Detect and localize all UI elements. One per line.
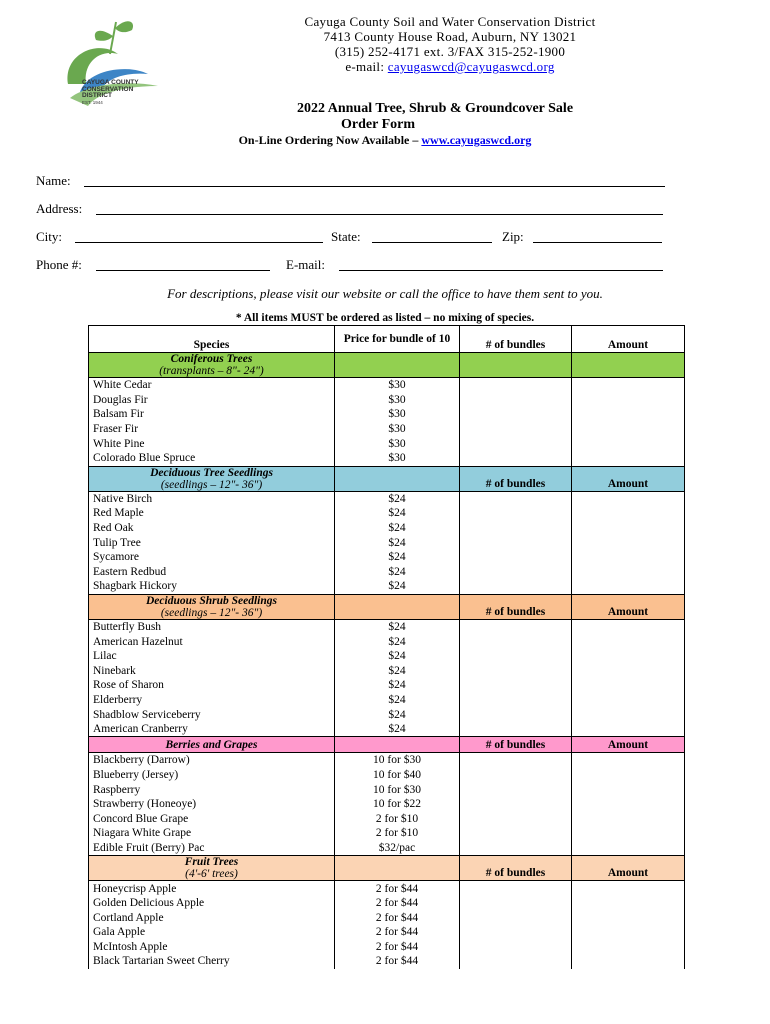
city-field[interactable] [75, 242, 323, 243]
species-cell: Fraser Fir [89, 422, 335, 437]
amount-input[interactable] [572, 910, 685, 925]
species-cell: Colorado Blue Spruce [89, 451, 335, 466]
email-field-label: E-mail: [286, 257, 325, 272]
bundles-input[interactable] [460, 393, 572, 408]
form-title: 2022 Annual Tree, Shrub & Groundcover Sale [297, 101, 574, 116]
category-name: Coniferous Trees [170, 353, 253, 365]
category-amount-cell: Amount [572, 737, 685, 753]
website-link[interactable]: www.cayugaswcd.org [421, 133, 532, 147]
table-row [89, 782, 685, 797]
price-cell: $24 [335, 491, 460, 506]
category-row [89, 466, 685, 491]
bundles-input[interactable] [460, 768, 572, 783]
amount-input[interactable] [572, 393, 685, 408]
email-link[interactable]: cayugaswcd@cayugaswcd.org [387, 59, 555, 74]
species-cell: Lilac [89, 649, 335, 664]
price-cell: $24 [335, 550, 460, 565]
email-label: e-mail: [345, 59, 388, 74]
table-row [89, 940, 685, 955]
bundles-input[interactable] [460, 664, 572, 679]
category-price-cell [335, 466, 460, 491]
category-cell [89, 466, 335, 491]
species-cell: Concord Blue Grape [89, 811, 335, 826]
category-bundles-cell: # of bundles [460, 737, 572, 753]
bundles-input[interactable] [460, 782, 572, 797]
table-row [89, 521, 685, 536]
species-cell: Honeycrisp Apple [89, 881, 335, 896]
price-cell: $24 [335, 664, 460, 679]
table-row [89, 768, 685, 783]
bundles-input[interactable] [460, 565, 572, 580]
price-cell: $24 [335, 707, 460, 722]
bundles-input[interactable] [460, 954, 572, 969]
amount-input[interactable] [572, 619, 685, 634]
bundles-input[interactable] [460, 436, 572, 451]
bundles-input[interactable] [460, 826, 572, 841]
price-cell: $24 [335, 693, 460, 708]
species-cell: Douglas Fir [89, 393, 335, 408]
table-row [89, 693, 685, 708]
descriptions-note: For descriptions, please visit our website or call the office to have them sent to you. [167, 286, 603, 301]
bundles-input[interactable] [460, 811, 572, 826]
species-cell: Cortland Apple [89, 910, 335, 925]
species-cell: White Cedar [89, 378, 335, 393]
table-row [89, 565, 685, 580]
table-row [89, 678, 685, 693]
table-row [89, 925, 685, 940]
category-amount-cell [572, 353, 685, 378]
bundles-input[interactable] [460, 753, 572, 768]
price-cell: $30 [335, 407, 460, 422]
ordering-rule: * All items MUST be ordered as listed – no mixing of species. [235, 312, 535, 324]
price-cell: 10 for $40 [335, 768, 460, 783]
amount-input[interactable] [572, 753, 685, 768]
table-row [89, 910, 685, 925]
price-cell: $30 [335, 422, 460, 437]
amount-input[interactable] [572, 826, 685, 841]
price-cell: $24 [335, 565, 460, 580]
amount-input[interactable] [572, 535, 685, 550]
price-cell: 10 for $22 [335, 797, 460, 812]
bundles-input[interactable] [460, 649, 572, 664]
table-row [89, 619, 685, 634]
bundles-input[interactable] [460, 634, 572, 649]
table-row [89, 579, 685, 594]
price-cell: $24 [335, 634, 460, 649]
category-cell [89, 856, 335, 881]
name-field[interactable] [84, 186, 665, 187]
species-cell: Edible Fruit (Berry) Pac [89, 841, 335, 856]
species-cell: Golden Delicious Apple [89, 896, 335, 911]
state-label: State: [331, 229, 361, 244]
table-row [89, 506, 685, 521]
table-row [89, 722, 685, 737]
table-row [89, 393, 685, 408]
category-price-cell [335, 594, 460, 619]
bundles-input[interactable] [460, 619, 572, 634]
amount-input[interactable] [572, 436, 685, 451]
state-field[interactable] [372, 242, 492, 243]
table-row [89, 664, 685, 679]
bundles-input[interactable] [460, 521, 572, 536]
category-row [89, 737, 685, 753]
amount-input[interactable] [572, 521, 685, 536]
bundles-input[interactable] [460, 925, 572, 940]
category-row [89, 856, 685, 881]
category-price-cell [335, 737, 460, 753]
species-cell: Native Birch [89, 491, 335, 506]
amount-input[interactable] [572, 506, 685, 521]
category-amount-cell: Amount [572, 466, 685, 491]
price-cell: 2 for $10 [335, 826, 460, 841]
price-cell: 2 for $44 [335, 954, 460, 969]
species-cell: Raspberry [89, 782, 335, 797]
price-cell: $24 [335, 678, 460, 693]
table-row [89, 811, 685, 826]
table-row [89, 707, 685, 722]
org-email [270, 59, 630, 74]
bundles-input[interactable] [460, 896, 572, 911]
species-cell: McIntosh Apple [89, 940, 335, 955]
bundles-input[interactable] [460, 550, 572, 565]
amount-input[interactable] [572, 896, 685, 911]
table-row [89, 436, 685, 451]
category-row [89, 353, 685, 378]
bundles-input[interactable] [460, 693, 572, 708]
bundles-input[interactable] [460, 579, 572, 594]
category-name: Deciduous Shrub Seedlings [145, 594, 277, 607]
category-name: Deciduous Tree Seedlings [150, 466, 273, 479]
table-row [89, 841, 685, 856]
category-amount-cell: Amount [572, 856, 685, 881]
species-cell: Black Tartarian Sweet Cherry [89, 954, 335, 969]
category-amount-cell: Amount [572, 594, 685, 619]
table-row [89, 451, 685, 466]
amount-input[interactable] [572, 722, 685, 737]
amount-input[interactable] [572, 565, 685, 580]
form-subtitle: Order Form [341, 117, 415, 132]
table-row [89, 797, 685, 812]
bundles-input[interactable] [460, 535, 572, 550]
amount-input[interactable] [572, 881, 685, 896]
phone-field[interactable] [96, 270, 270, 271]
species-cell: Blackberry (Darrow) [89, 753, 335, 768]
amount-input[interactable] [572, 451, 685, 466]
org-address: 7413 County House Road, Auburn, NY 13021 [323, 29, 577, 44]
species-cell: Red Oak [89, 521, 335, 536]
species-cell: Blueberry (Jersey) [89, 768, 335, 783]
category-cell [89, 594, 335, 619]
category-subtitle: (seedlings – 12"- 36") [160, 478, 263, 491]
category-subtitle: (seedlings – 12"- 36") [160, 606, 263, 619]
category-cell [89, 737, 335, 753]
bundles-input[interactable] [460, 506, 572, 521]
bundles-input[interactable] [460, 910, 572, 925]
price-cell: $30 [335, 393, 460, 408]
amount-header: Amount [572, 326, 685, 353]
zip-field[interactable] [533, 242, 662, 243]
amount-input[interactable] [572, 925, 685, 940]
price-cell: $30 [335, 451, 460, 466]
amount-input[interactable] [572, 678, 685, 693]
species-cell: Butterfly Bush [89, 619, 335, 634]
species-cell: Elderberry [89, 693, 335, 708]
bundles-input[interactable] [460, 407, 572, 422]
price-cell: $24 [335, 521, 460, 536]
phone-label: Phone #: [36, 257, 82, 272]
amount-input[interactable] [572, 634, 685, 649]
price-cell: $30 [335, 378, 460, 393]
amount-input[interactable] [572, 378, 685, 393]
species-cell: Rose of Sharon [89, 678, 335, 693]
name-label: Name: [36, 173, 71, 188]
price-cell: $24 [335, 722, 460, 737]
species-cell: Red Maple [89, 506, 335, 521]
bundles-input[interactable] [460, 841, 572, 856]
bundles-input[interactable] [460, 722, 572, 737]
species-cell: Strawberry (Honeoye) [89, 797, 335, 812]
species-cell: Ninebark [89, 664, 335, 679]
price-cell: 10 for $30 [335, 782, 460, 797]
price-cell: $24 [335, 506, 460, 521]
category-bundles-cell [460, 353, 572, 378]
species-cell: American Cranberry [89, 722, 335, 737]
price-cell: 2 for $44 [335, 881, 460, 896]
category-price-cell [335, 856, 460, 881]
price-cell: 2 for $44 [335, 910, 460, 925]
table-row [89, 550, 685, 565]
table-header-row [89, 326, 685, 353]
species-cell: Sycamore [89, 550, 335, 565]
category-bundles-cell: # of bundles [460, 594, 572, 619]
species-cell: Shadblow Serviceberry [89, 707, 335, 722]
bundles-input[interactable] [460, 491, 572, 506]
order-table [88, 325, 685, 969]
amount-input[interactable] [572, 782, 685, 797]
table-row [89, 649, 685, 664]
table-row [89, 422, 685, 437]
amount-input[interactable] [572, 550, 685, 565]
category-name: Fruit Trees [184, 856, 239, 869]
amount-input[interactable] [572, 579, 685, 594]
amount-input[interactable] [572, 693, 685, 708]
price-cell: 2 for $44 [335, 896, 460, 911]
table-row [89, 491, 685, 506]
org-name: Cayuga County Soil and Water Conservation District [304, 14, 596, 29]
price-cell: 2 for $10 [335, 811, 460, 826]
table-row [89, 634, 685, 649]
city-label: City: [36, 229, 63, 244]
price-cell: 2 for $44 [335, 925, 460, 940]
amount-input[interactable] [572, 707, 685, 722]
amount-input[interactable] [572, 768, 685, 783]
online-ordering-text: On-Line Ordering Now Available – [238, 133, 422, 147]
table-row [89, 954, 685, 969]
amount-input[interactable] [572, 797, 685, 812]
species-cell: Balsam Fir [89, 407, 335, 422]
price-cell: 2 for $44 [335, 940, 460, 955]
price-cell: 10 for $30 [335, 753, 460, 768]
district-logo [58, 14, 170, 114]
species-cell: Gala Apple [89, 925, 335, 940]
table-row [89, 881, 685, 896]
species-cell: American Hazelnut [89, 634, 335, 649]
amount-input[interactable] [572, 422, 685, 437]
species-cell: Eastern Redbud [89, 565, 335, 580]
bundles-input[interactable] [460, 797, 572, 812]
category-row [89, 594, 685, 619]
amount-input[interactable] [572, 649, 685, 664]
zip-label: Zip: [502, 229, 524, 244]
table-row [89, 407, 685, 422]
address-label: Address: [36, 201, 83, 216]
amount-input[interactable] [572, 841, 685, 856]
amount-input[interactable] [572, 954, 685, 969]
price-cell: $24 [335, 619, 460, 634]
species-cell: Tulip Tree [89, 535, 335, 550]
category-price-cell [335, 353, 460, 378]
org-phone: (315) 252-4171 ext. 3/FAX 315-252-1900 [334, 44, 566, 59]
amount-input[interactable] [572, 407, 685, 422]
table-row [89, 896, 685, 911]
category-bundles-cell: # of bundles [460, 466, 572, 491]
species-cell: Shagbark Hickory [89, 579, 335, 594]
price-cell: $30 [335, 436, 460, 451]
bundles-input[interactable] [460, 451, 572, 466]
bundles-header: # of bundles [460, 326, 572, 353]
table-row [89, 826, 685, 841]
category-subtitle: (transplants – 8"- 24") [159, 365, 264, 377]
table-row [89, 378, 685, 393]
price-cell: $32/pac [335, 841, 460, 856]
price-header: Price for bundle of 10 [335, 326, 460, 353]
species-cell: White Pine [89, 436, 335, 451]
price-cell: $24 [335, 579, 460, 594]
bundles-input[interactable] [460, 678, 572, 693]
species-cell: Niagara White Grape [89, 826, 335, 841]
amount-input[interactable] [572, 811, 685, 826]
table-row [89, 753, 685, 768]
amount-input[interactable] [572, 491, 685, 506]
email-field[interactable] [339, 270, 663, 271]
amount-input[interactable] [572, 940, 685, 955]
amount-input[interactable] [572, 664, 685, 679]
bundles-input[interactable] [460, 940, 572, 955]
bundles-input[interactable] [460, 378, 572, 393]
price-cell: $24 [335, 649, 460, 664]
address-field[interactable] [96, 214, 663, 215]
category-subtitle: (4'-6' trees) [185, 868, 238, 881]
bundles-input[interactable] [460, 707, 572, 722]
table-row [89, 535, 685, 550]
logo-text: CAYUGA COUNTY CONSERVATION DISTRICT EST. 1944 [82, 79, 139, 105]
bundles-input[interactable] [460, 422, 572, 437]
category-name: Berries and Grapes [165, 738, 258, 751]
species-header: Species [89, 326, 335, 353]
category-bundles-cell: # of bundles [460, 856, 572, 881]
bundles-input[interactable] [460, 881, 572, 896]
price-cell: $24 [335, 535, 460, 550]
online-ordering [0, 133, 770, 148]
category-cell [89, 353, 335, 378]
